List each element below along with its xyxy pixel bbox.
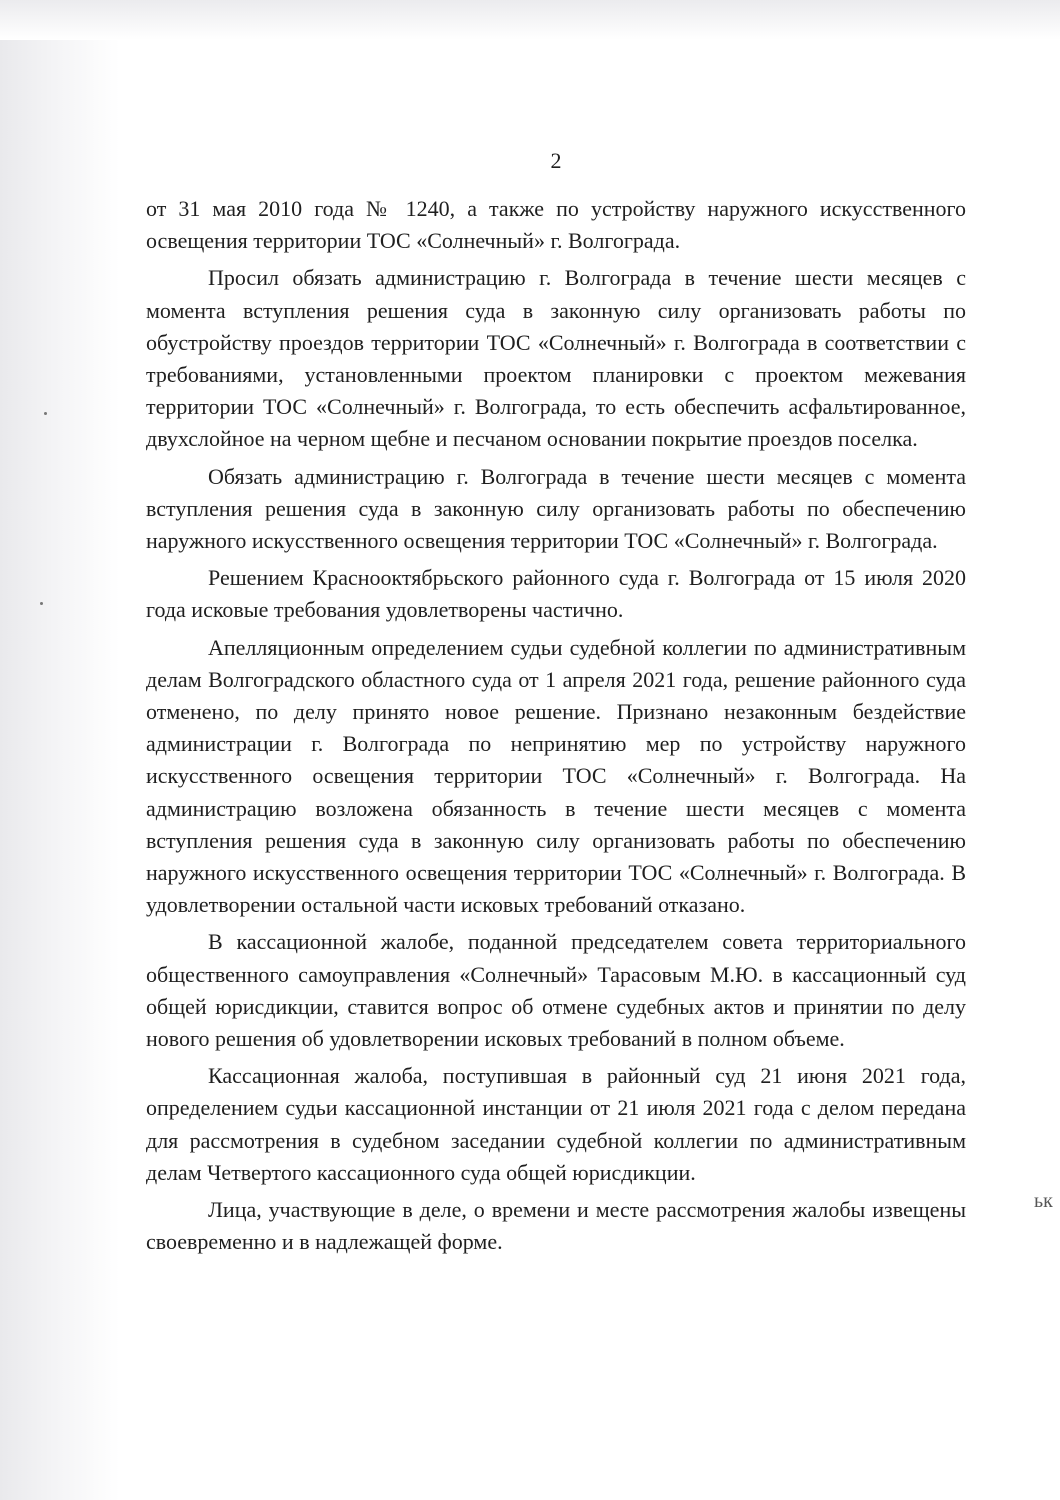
paragraph-notification: Лица, участвующие в деле, о времени и месте рассмотрения жалобы извещены своевременно и в надлежащей форме. <box>146 1197 966 1255</box>
paragraph-district-court-decision: Решением Краснооктябрьского районного суда г. Волгограда от 15 июля 2020 года исковые требования удовлетворены частично. <box>146 565 966 623</box>
paragraph-request-roads: Просил обязать администрацию г. Волгограда в течение шести месяцев с момента вступления решения суда в законную силу организовать работы по обустройству проездов территории ТОС «Солнечный» г. Волгограда в соответствии с требованиями, установленными проектом планировки с проектом межевания территории ТОС «Солнечный» г. Волгограда, то есть обеспечить асфальтированное, двухслойное на черном щебне и песчаном основании покрытие проездов поселка. <box>146 265 966 452</box>
paragraph-request-lighting: Обязать администрацию г. Волгограда в течение шести месяцев с момента вступления решения суда в законную силу организовать работы по обеспечению наружного искусственного освещения территории ТОС «Солнечный» г. Волгограда. <box>146 463 966 554</box>
paragraph-continuation: от 31 мая 2010 года № 1240, а также по устройству наружного искусственного освещения территории ТОС «Солнечный» г. Волгограда. <box>146 196 966 254</box>
scan-speck <box>40 602 43 605</box>
paragraph-appeal-ruling: Апелляционным определением судьи судебной коллегии по административным делам Волгоградского областного суда от 1 апреля 2021 года, решение районного суда отменено, по делу принято новое решение. Признано незаконным бездействие администрации г. Волгограда по непринятию мер по устройству наружного искусственного освещения территории ТОС «Солнечный» г. Волгограда. На администрацию возложена обязанность в течение шести месяцев с момента вступления решения суда в законную силу организовать работы по обеспечению наружного искусственного освещения территории ТОС «Солнечный» г. Волгограда. В удовлетворении остальной части исковых требований отказано. <box>146 634 966 918</box>
scan-speck <box>44 412 47 415</box>
margin-text-fragment: ьк <box>1034 1190 1053 1212</box>
page-number: 2 <box>550 148 562 173</box>
document-body <box>146 193 966 1264</box>
paragraph-cassation-complaint: В кассационной жалобе, поданной председателем совета территориального общественного самоуправления «Солнечный» Тарасовым М.Ю. в кассационный суд общей юрисдикции, ставится вопрос об отмене судебных актов и принятии по делу нового решения об удовлетворении исковых требований в полном объеме. <box>146 929 966 1052</box>
paragraph-complaint-transfer: Кассационная жалоба, поступившая в районный суд 21 июня 2021 года, определением судьи кассационной инстанции от 21 июля 2021 года с делом передана для рассмотрения в судебном заседании судебной коллегии по административным делам Четвертого кассационного суда общей юрисдикции. <box>146 1063 966 1185</box>
document-page <box>146 0 966 1500</box>
scan-shadow-left <box>0 0 120 1500</box>
